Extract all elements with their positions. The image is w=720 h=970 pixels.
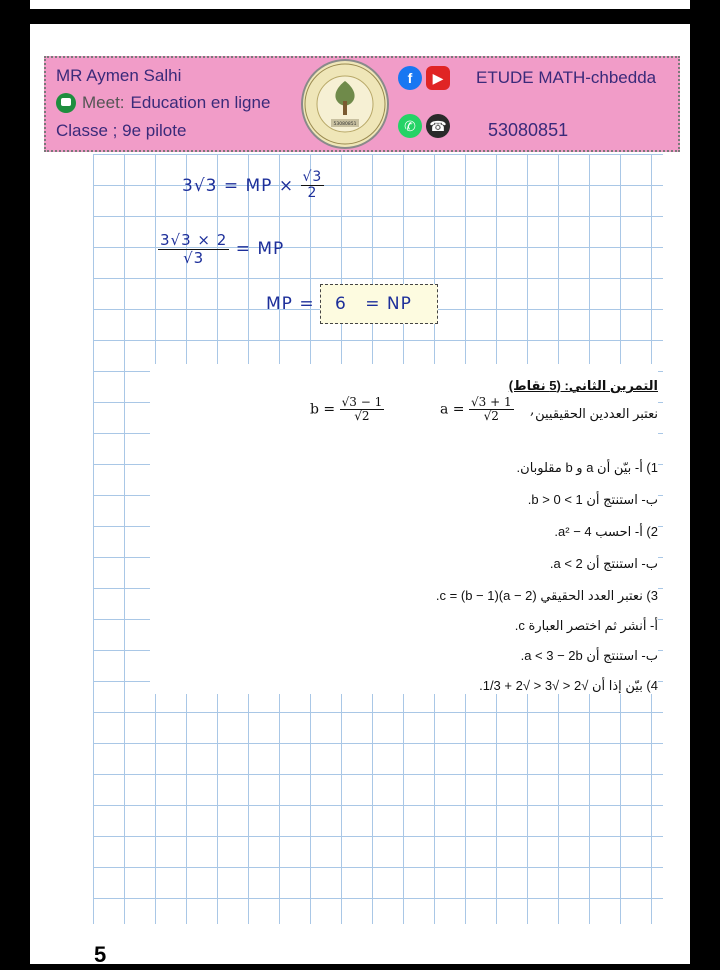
question-1b: ب- استنتج أن 1 > b > 0.	[527, 492, 658, 507]
question-4: 4) بيّن إذا أن √2 < √3 < √2 + 1/3.	[479, 678, 658, 693]
a-fraction: $\frac{√3 + 1}{√2}$	[470, 395, 512, 424]
hand-line-3	[266, 294, 412, 314]
facebook-icon[interactable]: f	[398, 66, 422, 90]
top-strip	[30, 0, 690, 9]
school-logo	[301, 59, 389, 149]
whatsapp-icon[interactable]: ✆	[398, 114, 422, 138]
question-1a: 1) أ- بيّن أن a و b مقلوبان.	[516, 460, 658, 475]
hand-line-2-frac	[158, 232, 229, 266]
youtube-icon[interactable]: ▶	[426, 66, 450, 90]
meet-label: Meet:	[82, 93, 125, 112]
question-3a: أ- أنشر ثم اختصر العبارة c.	[514, 618, 658, 633]
hand-line-1-left: 3√3 = MP ×	[182, 175, 295, 196]
social-icons-top	[398, 66, 450, 90]
meet-line	[56, 93, 270, 113]
question-2b: ب- استنتج أن a < 2.	[549, 556, 658, 571]
page-number: 5	[94, 942, 107, 964]
hand-line-1	[182, 170, 324, 202]
question-2a: 2) أ- احسب a² − 4.	[554, 524, 658, 539]
hand-line-2	[158, 232, 284, 266]
b-definition: b = $\frac{√3 - 1}{√2}$	[310, 395, 383, 424]
hand-line-2-num: 3√3 × 2	[160, 231, 228, 249]
exercise-intro: نعتبر العددين الحقيقيين	[535, 406, 658, 421]
svg-text:53080851: 53080851	[333, 122, 357, 127]
b-fraction: $\frac{√3 - 1}{√2}$	[341, 395, 383, 424]
google-meet-icon	[56, 93, 76, 113]
hand-line-3-lhs: MP =	[266, 294, 315, 314]
hand-line-2-den: √3	[183, 248, 205, 267]
hand-line-3-val: 6	[334, 294, 347, 314]
channel-name: ETUDE MATH-chbedda	[476, 68, 657, 87]
header-banner	[44, 56, 680, 152]
page-sheet	[30, 24, 690, 964]
exercise-block	[150, 364, 658, 694]
hand-line-2-rhs: = MP	[235, 239, 285, 259]
class-line: Classe ; 9e pilote	[56, 121, 187, 140]
phone-icon[interactable]: ☎	[426, 114, 450, 138]
question-3: 3) نعتبر العدد الحقيقي c = (b − 1)(a − 2).	[435, 588, 658, 603]
meet-value: Education en ligne	[130, 93, 271, 112]
a-definition: a = $\frac{√3 + 1}{√2}$ ,	[440, 395, 535, 424]
hand-line-1-frac	[301, 170, 325, 202]
logo-emblem	[303, 61, 387, 147]
hand-line-3-rhs: = NP	[365, 294, 412, 314]
hand-line-1-num: √3	[302, 169, 323, 185]
exercise-title: التمرين الثاني: (5 نقاط)	[508, 378, 658, 393]
question-3b: ب- استنتج أن a < 3 − 2b.	[520, 648, 658, 663]
hand-line-1-den: 2	[307, 185, 318, 202]
social-icons-bottom	[398, 114, 450, 138]
teacher-name: MR Aymen Salhi	[56, 66, 182, 85]
phone-number: 53080851	[488, 120, 569, 140]
